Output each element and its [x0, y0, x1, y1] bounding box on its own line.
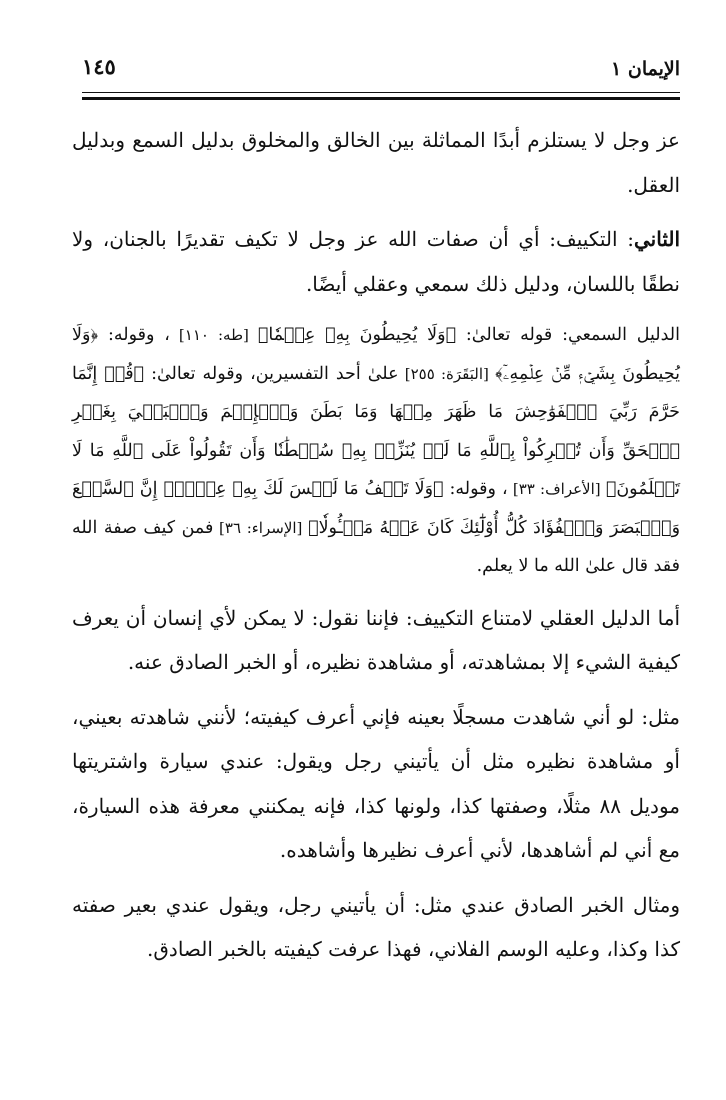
- page-number: ١٤٥: [82, 54, 116, 79]
- verse-4-ref: [الإسراء: ٣٦]: [213, 518, 309, 537]
- p3-text-d: ، وقوله:: [443, 479, 508, 499]
- p3-text-c: علىٰ أحد التفسيرين، وقوله تعالىٰ:: [144, 363, 399, 384]
- paragraph-3: [72, 316, 680, 586]
- paragraph-2-text: : التكييف: أي أن صفات الله عز وجل لا تكيف تقديرًا بالجنان، ولا نطقًا باللسان، ودليل ذلك سمعي وعقلي أيضًا.: [72, 227, 680, 296]
- header-rule-thin: [82, 92, 680, 93]
- running-title: الإيمان ١: [611, 58, 680, 80]
- verse-1: ﴿وَلَا يُحِيطُونَ بِهِۦ عِلۡمٗا﴾: [257, 325, 457, 345]
- p3-text-e: فمن كيف صفة الله فقد قال علىٰ الله ما لا يعلم.: [72, 517, 680, 576]
- verse-3-ref: [الأعراف: ٣٣]: [507, 480, 606, 498]
- page-body: [72, 118, 680, 982]
- paragraph-2: [72, 217, 680, 306]
- verse-2: ﴿وَلَا يُحِيطُونَ بِشَيۡءٖ مِّنۡ عِلۡمِهِۦٓ﴾: [72, 325, 680, 384]
- verse-1-ref: [طه: ١١٠]: [169, 326, 258, 344]
- p3-text-b: ، وقوله:: [98, 325, 170, 345]
- paragraph-1: عز وجل لا يستلزم أبدًا المماثلة بين الخالق والمخلوق بدليل السمع وبدليل العقل.: [72, 128, 680, 197]
- verse-4: ﴿وَلَا تَقۡفُ مَا لَيۡسَ لَكَ بِهِۦ عِلۡمٌۚ إِنَّ ٱلسَّمۡعَ وَٱلۡبَصَرَ وَٱلۡفُؤَادَ كُلُّ أُوْلَٰٓئِكَ كَانَ عَنۡهُ مَسۡـُٔولٗا﴾: [72, 479, 681, 538]
- paragraph-4: أما الدليل العقلي لامتناع التكييف: فإننا نقول: لا يمكن لأي إنسان أن يعرف كيفية الشيء إلا بمشاهدته، أو مشاهدة نظيره، أو الخبر الصادق عنه.: [72, 605, 680, 674]
- paragraph-5: مثل: لو أني شاهدت مسجلًا بعينه فإني أعرف كيفيته؛ لأنني شاهدته بعيني، أو مشاهدة نظيره مثل أن يأتيني رجل ويقول: عندي سيارة واشتريتها موديل ٨٨ مثلًا، وصفتها كذا، ولونها كذا، فإنه يمكنني معرفة هذه السيارة، مع أني لم أشاهدها، لأني أعرف نظيرها وأشاهده.: [72, 704, 680, 862]
- paragraph-6: ومثال الخبر الصادق عندي مثل: أن يأتيني رجل، ويقول عندي بعير صفته كذا وكذا، وعليه الوسم الفلاني، فهذا عرفت كيفيته بالخبر الصادق.: [72, 892, 680, 961]
- p3-text-a: الدليل السمعي: قوله تعالىٰ:: [456, 325, 680, 345]
- verse-3: ﴿قُلۡ إِنَّمَا حَرَّمَ رَبِّيَ ٱلۡفَوَٰحِشَ مَا ظَهَرَ مِنۡهَا وَمَا بَطَنَ وَٱلۡإِثۡمَ وَٱلۡبَغۡيَ بِغَيۡرِ ٱلۡحَقِّ وَأَن تُشۡرِكُواْ بِٱللَّهِ مَا لَمۡ يُنَزِّلۡ بِهِۦ سُلۡطَٰنٗا وَأَن تَقُولُواْ عَلَى ٱللَّهِ مَا لَا تَعۡلَمُونَ﴾: [72, 363, 681, 499]
- verse-2-ref: [البَقَرَة: ٢٥٥]: [398, 364, 496, 383]
- page-header: [82, 52, 680, 90]
- header-rule-thick: [82, 97, 680, 100]
- term-second: الثاني: [633, 227, 680, 251]
